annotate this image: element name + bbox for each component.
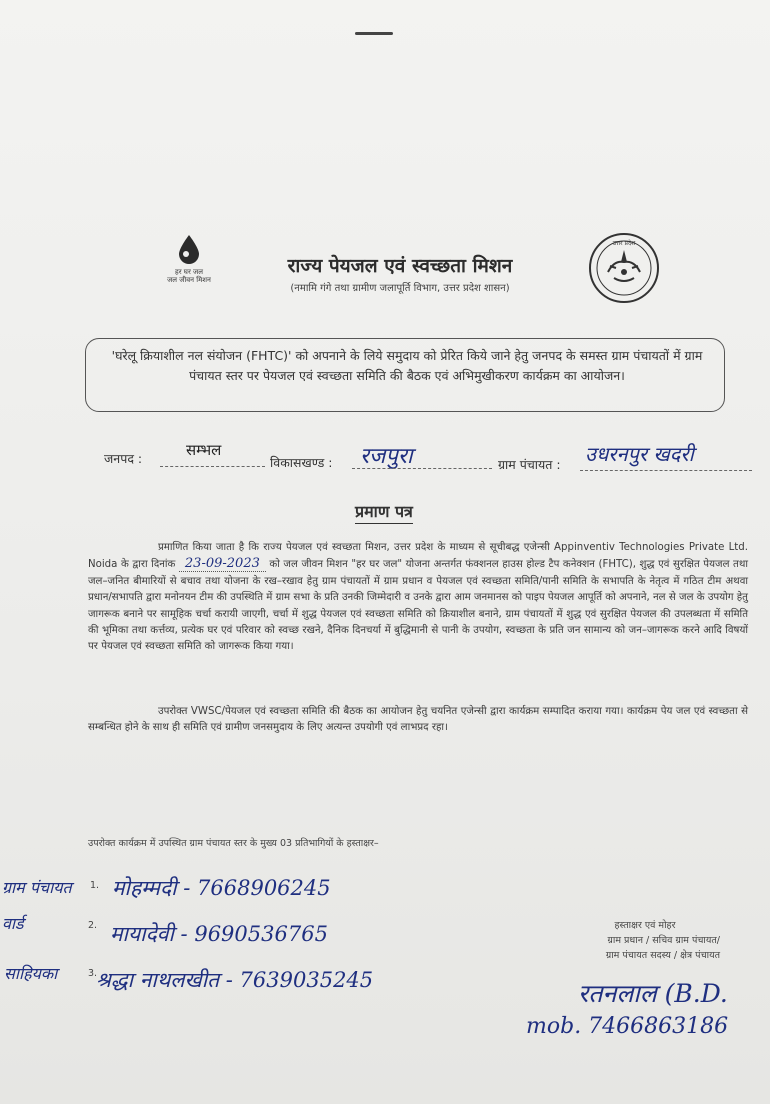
district-value: सम्भल	[186, 441, 222, 459]
authority-labels	[530, 918, 720, 963]
sign-and-seal-label: हस्ताक्षर एवं मोहर	[614, 920, 676, 931]
panchayat-value: उधरनपुर खदरी	[585, 442, 694, 466]
official-mobile: mob. 7466863186	[526, 1014, 729, 1039]
participant-1-entry: मोहम्मदी - 7668906245	[112, 876, 331, 900]
participant-2-entry: मायादेवी - 9690536765	[110, 922, 328, 946]
member-label: ग्राम पंचायत सदस्य / क्षेत्र पंचायत	[605, 950, 720, 961]
certificate-paragraph-2: उपरोक्त VWSC/पेयजल एवं स्वच्छता समिति की बैठक का आयोजन हेतु चयनित एजेन्सी द्वारा कार्यक्रम सम्पादित कराया गया। कार्यक्रम पेय जल एवं स्वच्छता से सम्बन्धित होने के साथ ही समिति एवं ग्रामीण जनसमुदाय के लिए अत्यन्त उपयोगी एवं लाभप्रद रहा।	[88, 706, 748, 734]
up-emblem	[588, 232, 660, 304]
emblem-text: उत्तर प्रदेश	[612, 240, 636, 247]
para1-before-date: प्रमाणित किया जाता है कि राज्य पेयजल एवं स्वच्छता मिशन, उत्तर प्रदेश के माध्यम से सूचीबद्ध एजेन्सी Appinventiv Technologies Private Ltd. Noida के द्वारा दिनांक	[88, 542, 748, 571]
pradhan-label: ग्राम प्रधान / सचिव ग्राम पंचायत/	[607, 935, 720, 946]
logo-left-subtext: जल जीवन मिशन	[167, 276, 211, 284]
har-ghar-jal-logo	[158, 232, 220, 302]
block-label: विकासखण्ड :	[270, 455, 333, 470]
mission-subtitle: (नमामि गंगे तथा ग्रामीण जलापूर्ति विभाग, उत्तर प्रदेश शासन)	[290, 283, 510, 294]
official-signature: रतनलाल (B.D.	[578, 979, 728, 1008]
scan-mark	[355, 32, 393, 35]
program-date: 23-09-2023	[179, 556, 266, 572]
certificate-paragraph-1	[88, 540, 748, 656]
participant-1-number: 1.	[90, 880, 100, 891]
subject-text: 'घरेलू क्रियाशील नल संयोजन (FHTC)' को अपनाने के लिये समुदाय को प्रेरित किये जाने हेतु जनपद के समस्त ग्राम पंचायतों में ग्राम पंचायत स्तर पर पेयजल एवं स्वच्छता समिति की बैठक एवं अभिमुखीकरण कार्यक्रम का आयोजन।	[111, 348, 703, 383]
participant-2-number: 2.	[88, 920, 98, 931]
panchayat-line	[580, 470, 752, 471]
district-line	[160, 466, 265, 467]
participant-3-number: 3.	[88, 968, 98, 979]
participant-3-margin: साहियका	[4, 964, 58, 983]
logo-left-text: हर घर जल	[175, 268, 203, 276]
signature-intro: उपरोक्त कार्यक्रम में उपस्थित ग्राम पंचायत स्तर के मुख्य 03 प्रतिभागियों के हस्ताक्षर–	[88, 838, 379, 849]
participant-2-margin: वार्ड	[2, 914, 24, 933]
water-drop-icon	[176, 234, 202, 264]
participant-3-entry: श्रद्धा नाथलखीत - 7639035245	[96, 968, 374, 992]
participant-1-margin: ग्राम पंचायत	[2, 878, 72, 897]
certificate-title: प्रमाण पत्र	[355, 500, 413, 524]
district-label: जनपद :	[104, 451, 143, 466]
mission-title: राज्य पेयजल एवं स्वच्छता मिशन	[287, 255, 513, 277]
block-line	[352, 468, 492, 469]
block-value: रजपुरा	[360, 444, 413, 469]
para1-after-date: को जल जीवन मिशन "हर घर जल" योजना अन्तर्गत फंक्शनल हाउस होल्ड टैप कनेक्शन (FHTC), शुद्ध एवं सुरक्षित पेयजल तथा जल–जनित बीमारियों से बचाव तथा योजना के रख–रखाव हेतु ग्राम पंचायतों में ग्राम प्रधान व पेयजल एवं स्वच्छता समिति/पानी समिति के सभापति के नेतृत्व में गठित टीम अथवा प्रधान/सभापति द्वारा मनोनयन टीम की उपस्थिति में ग्राम सभा के प्रति उनकी जिम्मेदारी व उनके द्वारा आम जनमानस को पाइप पेयजल आपूर्ति को अपनाने, नल से जल के उपयोग हेतु जागरूक बनाने पर सामूहिक चर्चा करायी जाएगी, चर्चा में शुद्ध पेयजल एवं स्वच्छता समिति को क्रियाशील बनाने, ग्राम पंचायतों में शुद्ध एवं सुरक्षित पेयजल की उपलब्धता में समिति की भूमिका तथा कर्त्तव्य, प्रत्येक घर एवं परिवार को स्वच्छ रखने, दैनिक दिनचर्या में बुद्धिमानी से पानी के उपयोग, स्वच्छता के प्रति जन सामान्य को जन–जागरूक करने आदि विषयों पर पेयजल एवं स्वच्छता समिति को जागरूक किया गया।	[88, 559, 748, 653]
panchayat-label: ग्राम पंचायत :	[498, 457, 561, 472]
